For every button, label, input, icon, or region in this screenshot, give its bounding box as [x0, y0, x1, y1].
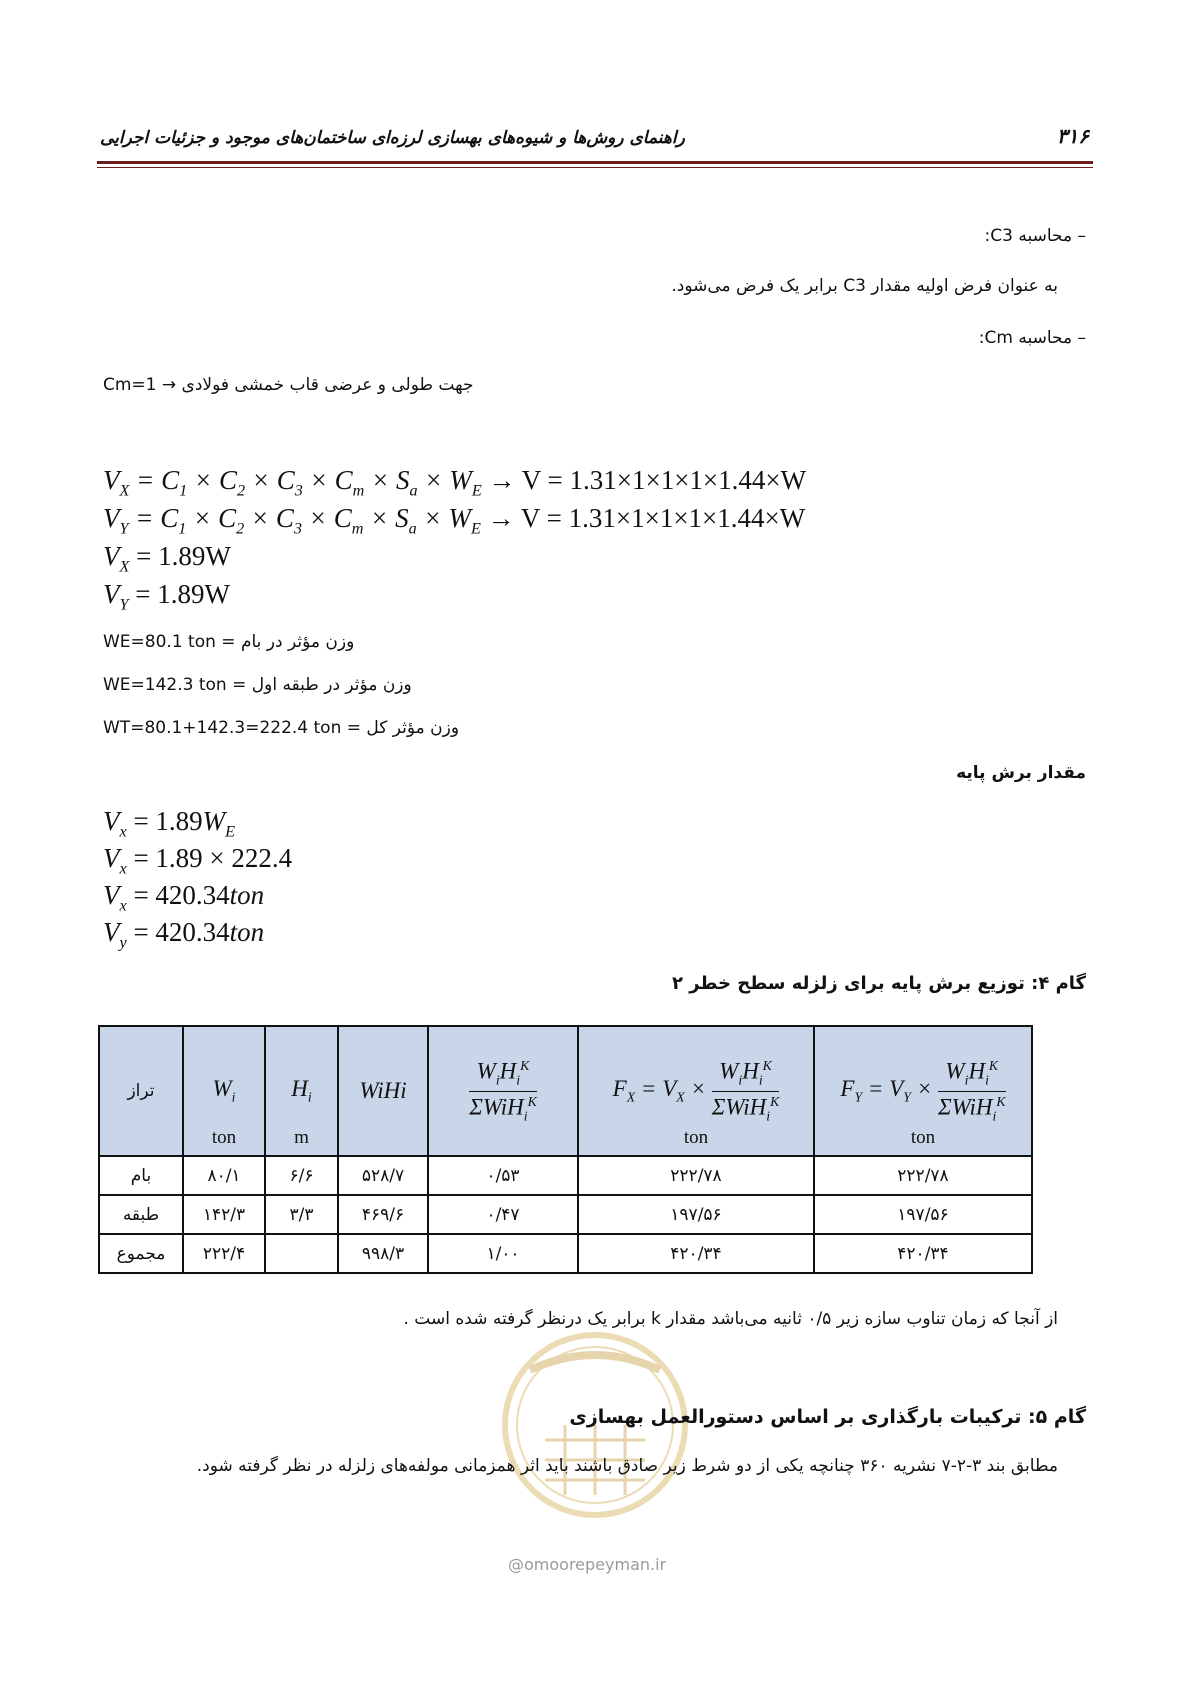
equation-vx-coef: $V_X = 1.89W$	[103, 541, 231, 576]
header-fy: $F_Y = V_Y$ × $\frac{W_iH_i^K}{\Sigma WiH_i^K}$ ton	[814, 1026, 1032, 1156]
cell-wi: ۲۲۲/۴	[183, 1234, 265, 1273]
table-header-row	[99, 1026, 1032, 1156]
header-ratio: $\frac{W_iH_i^K}{\Sigma WiH_i^K}$	[428, 1026, 578, 1156]
header-rule-thin	[97, 167, 1093, 168]
table-row	[99, 1195, 1032, 1234]
cell-fx: ۲۲۲/۷۸	[578, 1156, 814, 1195]
cell-ratio: ۰/۴۷	[428, 1195, 578, 1234]
cell-wi: ۱۴۲/۳	[183, 1195, 265, 1234]
c3-text: به عنوان فرض اولیه مقدار C3 برابر یک فرض می‌شود.	[671, 276, 1058, 296]
cell-level: طبقه	[99, 1195, 183, 1234]
cell-hi: ۶/۶	[265, 1156, 338, 1195]
equation-vy-rhs: → V = 1.31×1×1×1×1.44×W	[487, 503, 806, 533]
equation-vx-rhs: → V = 1.31×1×1×1×1.44×W	[488, 465, 807, 495]
effective-weight-roof: وزن مؤثر در بام = WE=80.1 ton	[103, 632, 355, 652]
cell-wihi: ۹۹۸/۳	[338, 1234, 428, 1273]
step5-text: مطابق بند ۳-۲-۷ نشریه ۳۶۰ چنانچه یکی از دو شرط زیر صادق باشند باید اثر همزمانی مولفه‌های زلزله در نظر گرفته شود.	[196, 1456, 1058, 1476]
base-shear-heading: مقدار برش پایه	[956, 763, 1086, 783]
cell-level: بام	[99, 1156, 183, 1195]
equation-vy-formula: $V_Y = C_1 \times C_2 \times C_3 \times C_m \times S_a \times W_E \to V = 1.31\times 1\times 1\times 1\times 1.44\times W$	[103, 503, 806, 538]
cell-fy: ۲۲۲/۷۸	[814, 1156, 1032, 1195]
step5-heading: گام ۵: ترکیبات بارگذاری بر اساس دستورالعمل بهسازی	[569, 1406, 1086, 1428]
equation-vx-formula: $V_X = C_1 \times C_2 \times C_3 \times C_m \times S_a \times W_E \to V = 1.31\times 1\times 1\times 1\times 1.44\times W$	[103, 465, 807, 500]
cell-ratio: ۱/۰۰	[428, 1234, 578, 1273]
cm-heading: – محاسبه Cm:	[978, 328, 1086, 348]
cell-fy: ۱۹۷/۵۶	[814, 1195, 1032, 1234]
table-row-total	[99, 1234, 1032, 1273]
equation-base-shear-3: $V_x = 420.34ton$	[103, 880, 265, 915]
cell-level: مجموع	[99, 1234, 183, 1273]
running-header-title: راهنمای روش‌ها و شیوه‌های بهسازی لرزه‌ای ساختمان‌های موجود و جزئیات اجرایی	[100, 128, 685, 148]
header-fx: $F_X = V_X$ × $\frac{W_iH_i^K}{\Sigma WiH_i^K}$ ton	[578, 1026, 814, 1156]
cell-fy: ۴۲۰/۳۴	[814, 1234, 1032, 1273]
header-wihi: WiHi	[338, 1026, 428, 1156]
shear-distribution-table	[98, 1025, 1033, 1274]
equation-base-shear-y: $V_y = 420.34ton$	[103, 917, 265, 952]
effective-weight-total: وزن مؤثر کل = WT=80.1+142.3=222.4 ton	[103, 718, 460, 738]
cell-wi: ۸۰/۱	[183, 1156, 265, 1195]
header-rule	[97, 161, 1093, 164]
step4-heading: گام ۴: توزیع برش پایه برای زلزله سطح خطر ۲	[672, 973, 1086, 994]
effective-weight-first-floor: وزن مؤثر در طبقه اول = WE=142.3 ton	[103, 675, 412, 695]
cell-wihi: ۴۶۹/۶	[338, 1195, 428, 1234]
page-number: ۳۱۶	[1056, 124, 1089, 148]
k-note: از آنجا که زمان تناوب سازه زیر ۰/۵ ثانیه می‌باشد مقدار k برابر یک درنظر گرفته شده است .	[403, 1309, 1058, 1329]
cell-wihi: ۵۲۸/۷	[338, 1156, 428, 1195]
cell-ratio: ۰/۵۳	[428, 1156, 578, 1195]
cm-text: Cm=1 → جهت طولی و عرضی قاب خمشی فولادی	[103, 375, 474, 395]
cell-fx: ۱۹۷/۵۶	[578, 1195, 814, 1234]
watermark-logo	[490, 1330, 700, 1560]
equation-base-shear-1: $V_x = 1.89W_E$	[103, 806, 236, 841]
header-wi: $W_i$ ton	[183, 1026, 265, 1156]
header-hi: $H_i$ m	[265, 1026, 338, 1156]
cell-hi: ۳/۳	[265, 1195, 338, 1234]
header-level: تراز	[99, 1026, 183, 1156]
table-row	[99, 1156, 1032, 1195]
equation-base-shear-2: $V_x = 1.89 \times 222.4$	[103, 843, 293, 878]
equation-vy-coef: $V_Y = 1.89W$	[103, 579, 230, 614]
cell-hi	[265, 1234, 338, 1273]
watermark-url: @omoorepeyman.ir	[508, 1555, 667, 1574]
c3-heading: – محاسبه C3:	[984, 226, 1086, 246]
cell-fx: ۴۲۰/۳۴	[578, 1234, 814, 1273]
